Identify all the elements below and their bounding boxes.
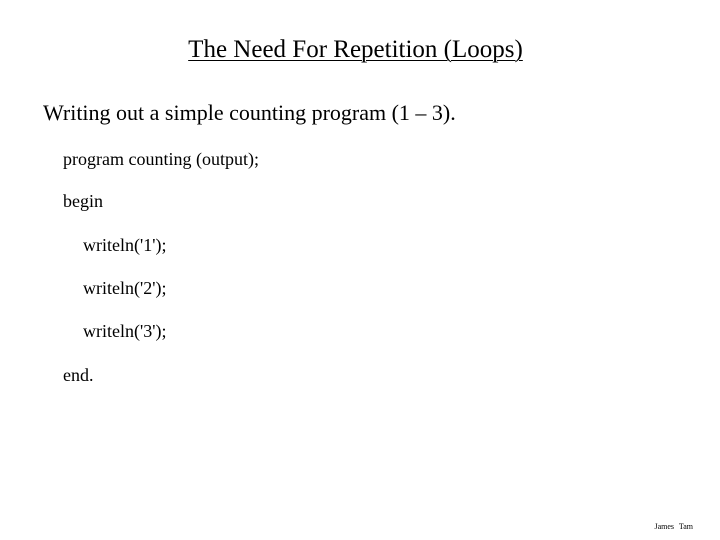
code-line-writeln-3: writeln('3'); bbox=[83, 321, 167, 341]
code-line-end: end. bbox=[63, 365, 94, 385]
slide-title: The Need For Repetition (Loops) bbox=[188, 36, 523, 63]
code-line-program: program counting (output); bbox=[63, 149, 259, 169]
code-line-writeln-1: writeln('1'); bbox=[83, 235, 167, 255]
code-line-writeln-2: writeln('2'); bbox=[83, 278, 167, 298]
code-line-begin: begin bbox=[63, 191, 103, 211]
bullet-text: Writing out a simple counting program (1 – 3). bbox=[43, 100, 456, 125]
footer-author: James Tam bbox=[654, 522, 693, 531]
